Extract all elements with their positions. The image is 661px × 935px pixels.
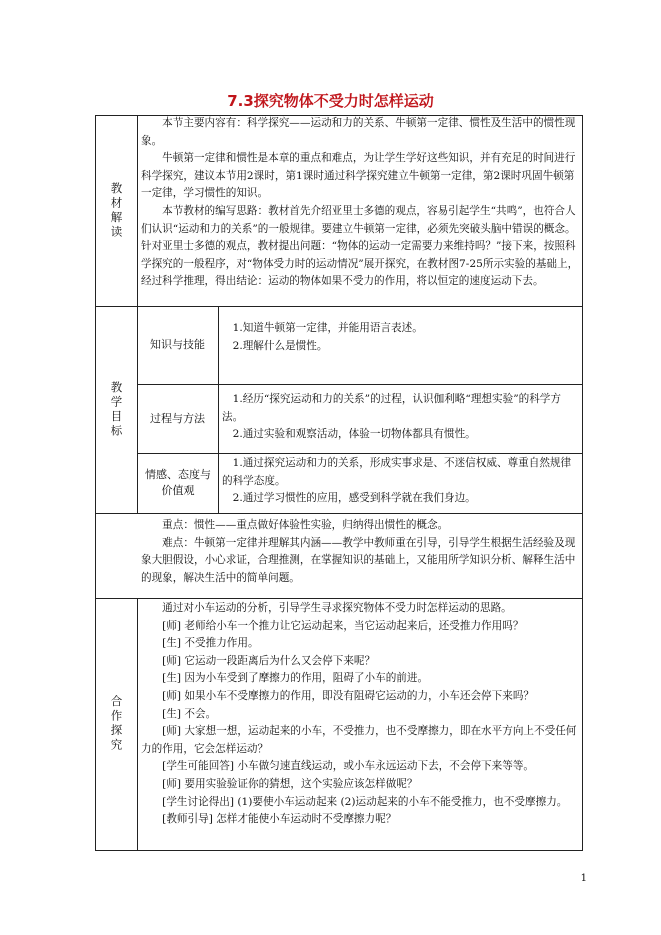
page-number: 1 bbox=[580, 873, 587, 884]
objectives-label-text: 教学目标 bbox=[109, 380, 124, 439]
paragraph: 本节主要内容有：科学探究——运动和力的关系、牛顿第一定律、惯性及生活中的惯性现象。 bbox=[141, 117, 576, 147]
lesson-table bbox=[95, 115, 582, 850]
cooperation-content bbox=[141, 600, 579, 829]
column-divider bbox=[218, 306, 219, 513]
list-item: 2.通过学习惯性的应用，感受到科学就在我们身边。 bbox=[222, 492, 476, 505]
table-border bbox=[95, 850, 582, 851]
paragraph: 牛顿第一定律和惯性是本章的重点和难点，为让学生学好这些知识，并有充足的时间进行科学探究，建议本节用2课时，第1课时通过科学探究建立牛顿第一定律，第2课时巩固牛顿第一定律，学习惯性的知识。 bbox=[141, 152, 576, 200]
cooperation-label-text: 合作探究 bbox=[109, 695, 124, 753]
table-border bbox=[582, 115, 583, 851]
dialogue-line: [师] 大家想一想，运动起来的小车，不受推力，也不受摩擦力，即在水平方向上不受任何力的作用，它会怎样运动？ bbox=[141, 725, 577, 755]
dialogue-line: [生] 因为小车受到了摩擦力的作用，阻碍了小车的前进。 bbox=[141, 672, 429, 685]
column-divider bbox=[137, 598, 138, 850]
dialogue-line: 通过对小车运动的分析，引导学生寻求探究物体不受力时怎样运动的思路。 bbox=[141, 602, 512, 614]
objective-items bbox=[222, 320, 580, 355]
keypoint: 重点：惯性——重点做好体验性实验，归纳得出惯性的概念。 bbox=[141, 519, 449, 531]
objective-name-text: 过程与方法 bbox=[150, 411, 205, 425]
dialogue-line: [师] 如果小车不受摩擦力的作用，即没有阻碍它运动的力，小车还会停下来吗？ bbox=[141, 689, 535, 702]
dialogue-line: [生] 不受推力作用。 bbox=[141, 637, 259, 650]
page-title: 7.3探究物体不受力时怎样运动 bbox=[227, 92, 434, 110]
objectives-label bbox=[95, 306, 137, 513]
dialogue-line: [教师引导] 怎样才能使小车运动时不受摩擦力呢？ bbox=[141, 813, 397, 826]
objective-name bbox=[137, 306, 218, 384]
dialogue-line: [学生讨论得出] (1)要使小车运动起来 (2)运动起来的小车不能受推力，也不受摩擦力。 bbox=[141, 795, 568, 808]
objective-items bbox=[222, 455, 580, 508]
dialogue-line: [师] 要用实验验证你的猜想，这个实验应该怎样做呢？ bbox=[141, 777, 418, 790]
paragraph: 本节教材的编写思路：教材首先介绍亚里士多德的观点，容易引起学生“共鸣”，也符合人们认识“运动和力的关系”的一般规律。要建立牛顿第一定律，必须先突破头脑中错误的概念。针对亚里士多德的观点，教材提出问题：“物体的运动一定需要力来维持吗？”接下来，按照科学探究的一般程序，对“物体受力时的运动情况”展开探究，在教材图7-25所示实验的基础上，经过科学推理，得出结论：运动的物体如果不受力的作用，将以恒定的速度运动下去。 bbox=[141, 204, 579, 288]
list-item: 1.知道牛顿第一定律，并能用语言表述。 bbox=[222, 322, 423, 334]
keypoints-content bbox=[141, 517, 579, 587]
objective-name bbox=[143, 453, 213, 513]
keypoint: 难点：牛顿第一定律并理解其内涵——教学中教师重在引导，引导学生根据生活经验及现象大胆假设，小心求证，合理推测，在掌握知识的基础上，又能用所学知识分析、解释生活中的现象，解决生活中的简单问题。 bbox=[141, 536, 576, 584]
objective-name bbox=[137, 384, 218, 453]
row-divider bbox=[95, 513, 582, 514]
dialogue-line: [师] 老师给小车一个推力让它运动起来，当它运动起来后，还受推力作用吗？ bbox=[141, 619, 524, 632]
textbook-label-text: 教材解读 bbox=[109, 181, 124, 240]
dialogue-line: [学生可能回答] 小车做匀速直线运动，或小车永远运动下去，不会停下来等等。 bbox=[141, 760, 535, 773]
row-divider bbox=[95, 598, 582, 599]
dialogue-line: [师] 它运动一段距离后为什么又会停下来呢？ bbox=[141, 654, 376, 667]
list-item: 2.理解什么是惯性。 bbox=[222, 339, 328, 352]
textbook-label bbox=[95, 115, 137, 306]
list-item: 1.经历“探究运动和力的关系”的过程，认识伽利略“理想实验”的科学方法。 bbox=[222, 393, 561, 423]
list-item: 1.通过探究运动和力的关系，形成实事求是、不迷信权威、尊重自然规律的科学态度。 bbox=[222, 457, 572, 487]
column-divider bbox=[137, 115, 138, 306]
objective-items bbox=[222, 391, 580, 444]
cooperation-label bbox=[95, 598, 137, 850]
objective-name-text: 知识与技能 bbox=[150, 338, 205, 351]
dialogue-line: [生] 不会。 bbox=[141, 707, 217, 720]
textbook-content bbox=[141, 115, 579, 291]
objective-name-text: 情感、态度与价值观 bbox=[145, 468, 211, 497]
list-item: 2.通过实验和观察活动，体验一切物体都具有惯性。 bbox=[222, 428, 476, 441]
